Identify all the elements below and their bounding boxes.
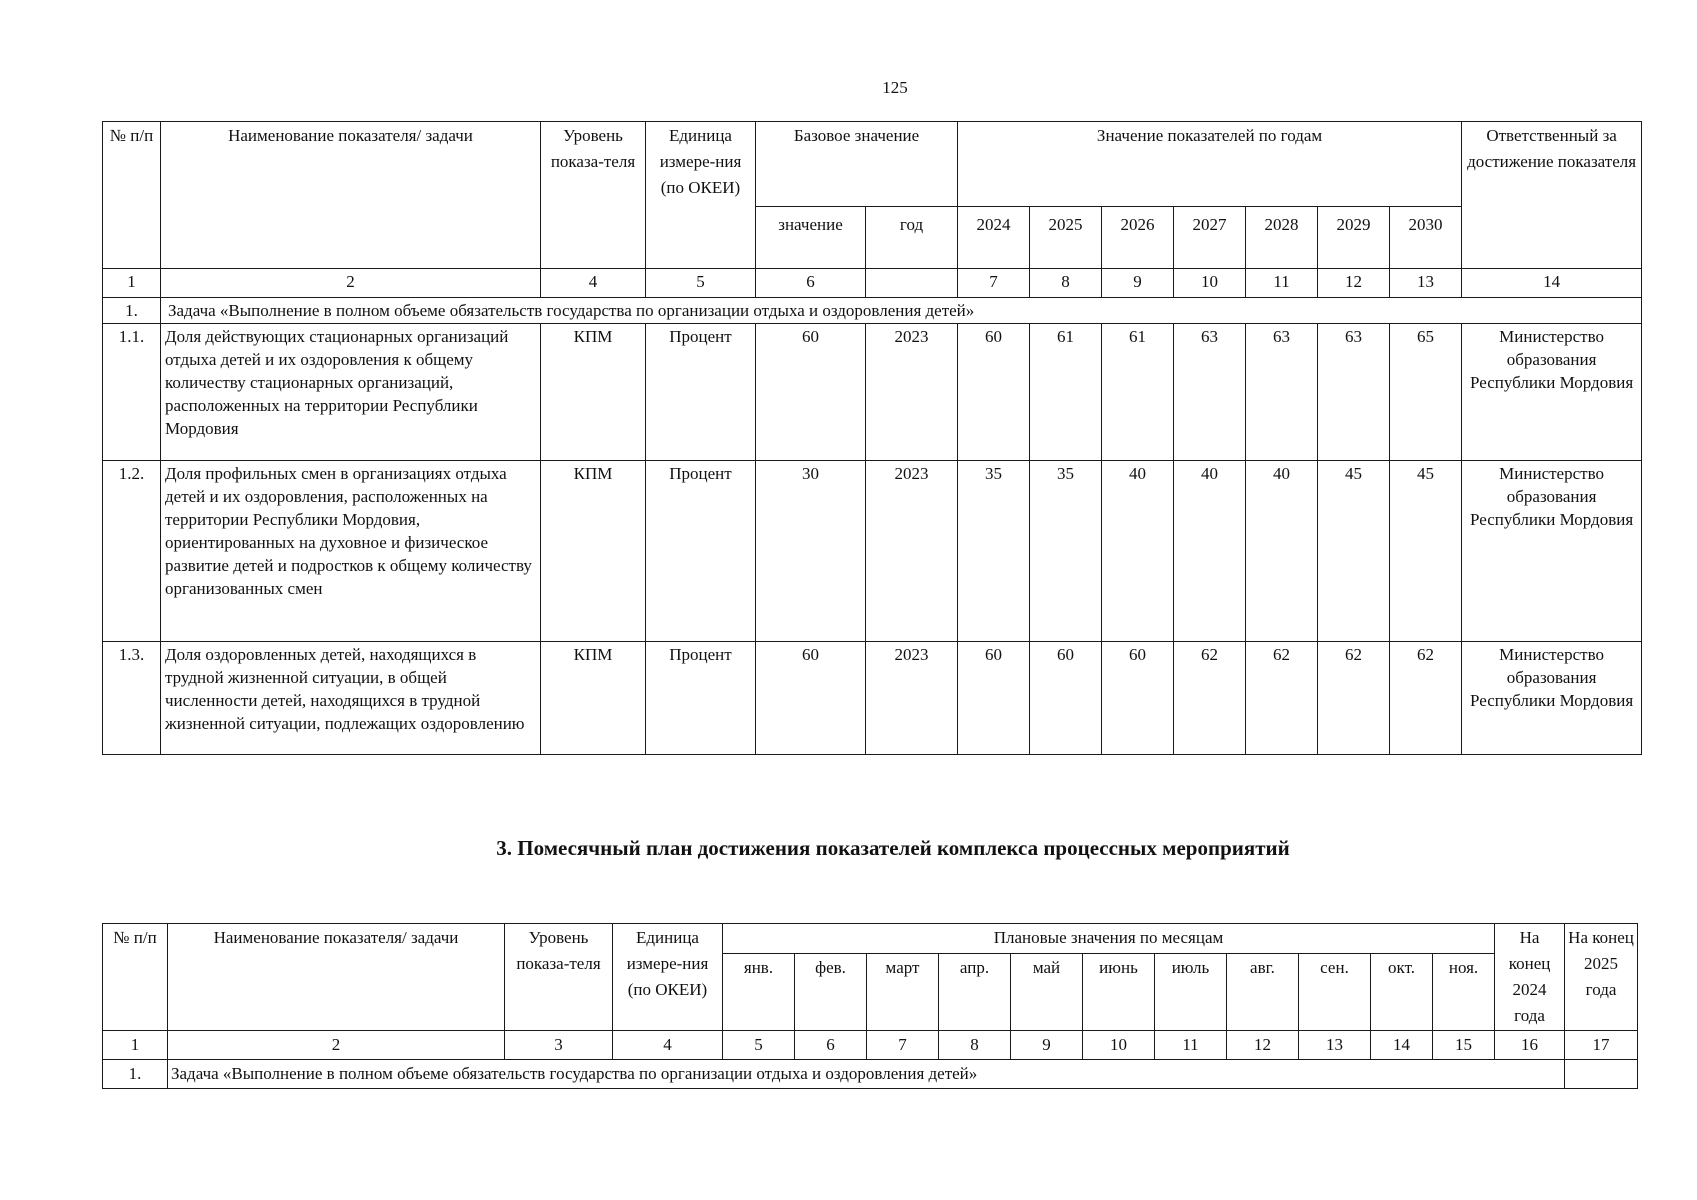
col-number: 6 (756, 269, 866, 298)
header-responsible: Ответственный за достижение показателя (1462, 122, 1642, 269)
col-number: 2 (161, 269, 541, 298)
row-value: 63 (1246, 324, 1318, 461)
header-year: 2028 (1246, 207, 1318, 269)
header-months-group: Плановые значения по месяцам (723, 924, 1495, 954)
row-value: 65 (1390, 324, 1462, 461)
col-number: 1 (103, 1031, 168, 1060)
empty-cell (1565, 1060, 1638, 1089)
monthly-plan-table (102, 923, 1638, 1089)
col-number: 12 (1227, 1031, 1299, 1060)
col-number: 16 (1495, 1031, 1565, 1060)
row-value: 60 (958, 324, 1030, 461)
row-responsible: Министерство образования Республики Мордовия (1462, 324, 1642, 461)
col-number: 13 (1299, 1031, 1371, 1060)
row-unit: Процент (646, 461, 756, 642)
task-title: Задача «Выполнение в полном объеме обязательств государства по организации отдыха и оздоровления детей» (161, 298, 1642, 324)
row-level: КПМ (541, 324, 646, 461)
row-value: 35 (958, 461, 1030, 642)
header-month: май (1011, 954, 1083, 1031)
col-number: 8 (939, 1031, 1011, 1060)
col-number: 10 (1083, 1031, 1155, 1060)
row-value: 35 (1030, 461, 1102, 642)
col-number: 11 (1246, 269, 1318, 298)
col-number: 6 (795, 1031, 867, 1060)
page-number: 125 (882, 78, 908, 97)
header-year: 2025 (1030, 207, 1102, 269)
col-number: 7 (958, 269, 1030, 298)
row-value: 62 (1318, 642, 1390, 755)
row-value: 63 (1318, 324, 1390, 461)
header-month: окт. (1371, 954, 1433, 1031)
header-year: 2026 (1102, 207, 1174, 269)
row-base-year: 2023 (866, 461, 958, 642)
row-responsible: Министерство образования Республики Мордовия (1462, 642, 1642, 755)
row-value: 62 (1390, 642, 1462, 755)
task-num: 1. (103, 298, 161, 324)
table-row (103, 461, 1642, 642)
header-year: 2029 (1318, 207, 1390, 269)
header-month: ноя. (1433, 954, 1495, 1031)
header-month: июль (1155, 954, 1227, 1031)
header-end-2024: На конец 2024 года (1495, 924, 1565, 1031)
header-unit: Единица измере-ния (по ОКЕИ) (613, 924, 723, 1031)
col-number: 14 (1371, 1031, 1433, 1060)
col-number: 3 (505, 1031, 613, 1060)
header-year: 2027 (1174, 207, 1246, 269)
col-number: 8 (1030, 269, 1102, 298)
header-month: сен. (1299, 954, 1371, 1031)
row-value: 40 (1246, 461, 1318, 642)
header-base: Базовое значение (756, 122, 958, 207)
row-name: Доля оздоровленных детей, находящихся в трудной жизненной ситуации, в общей численности детей, находящихся в трудной жизненной ситуации, подлежащих оздоровлению (161, 642, 541, 755)
col-number: 12 (1318, 269, 1390, 298)
header-base-value: значение (756, 207, 866, 269)
header-year: 2024 (958, 207, 1030, 269)
row-num: 1.2. (103, 461, 161, 642)
row-value: 45 (1318, 461, 1390, 642)
row-value: 62 (1174, 642, 1246, 755)
indicators-table (102, 121, 1642, 755)
col-number: 14 (1462, 269, 1642, 298)
header-unit: Единица измере-ния (по ОКЕИ) (646, 122, 756, 269)
col-number: 10 (1174, 269, 1246, 298)
row-value: 60 (1030, 642, 1102, 755)
col-number: 4 (541, 269, 646, 298)
row-base-value: 60 (756, 642, 866, 755)
header-name: Наименование показателя/ задачи (168, 924, 505, 1031)
header-month: июнь (1083, 954, 1155, 1031)
col-number: 4 (613, 1031, 723, 1060)
col-number: 5 (723, 1031, 795, 1060)
section-title: 3. Помесячный план достижения показателей комплекса процессных мероприятий (496, 836, 1290, 860)
task-num: 1. (103, 1060, 168, 1089)
header-month: апр. (939, 954, 1011, 1031)
row-value: 61 (1102, 324, 1174, 461)
col-number: 9 (1011, 1031, 1083, 1060)
row-value: 61 (1030, 324, 1102, 461)
row-num: 1.1. (103, 324, 161, 461)
header-month: янв. (723, 954, 795, 1031)
row-base-year: 2023 (866, 324, 958, 461)
col-number (866, 269, 958, 298)
row-num: 1.3. (103, 642, 161, 755)
col-number: 11 (1155, 1031, 1227, 1060)
col-number: 5 (646, 269, 756, 298)
col-number: 9 (1102, 269, 1174, 298)
table-row (103, 324, 1642, 461)
table-row (103, 642, 1642, 755)
row-unit: Процент (646, 642, 756, 755)
task-title: Задача «Выполнение в полном объеме обязательств государства по организации отдыха и оздоровления детей» (168, 1060, 1565, 1089)
header-level: Уровень показа-теля (541, 122, 646, 269)
header-num: № п/п (103, 924, 168, 1031)
row-value: 40 (1102, 461, 1174, 642)
col-number: 17 (1565, 1031, 1638, 1060)
col-number: 7 (867, 1031, 939, 1060)
row-base-value: 30 (756, 461, 866, 642)
header-years-group: Значение показателей по годам (958, 122, 1462, 207)
header-end-2025: На конец 2025 года (1565, 924, 1638, 1031)
row-level: КПМ (541, 461, 646, 642)
row-value: 40 (1174, 461, 1246, 642)
row-value: 62 (1246, 642, 1318, 755)
header-level: Уровень показа-теля (505, 924, 613, 1031)
row-base-year: 2023 (866, 642, 958, 755)
header-month: март (867, 954, 939, 1031)
col-number: 2 (168, 1031, 505, 1060)
col-number: 1 (103, 269, 161, 298)
col-number: 15 (1433, 1031, 1495, 1060)
row-name: Доля действующих стационарных организаций отдыха детей и их оздоровления к общему количеству стационарных организаций, расположенных на территории Республики Мордовия (161, 324, 541, 461)
header-num: № п/п (103, 122, 161, 269)
row-value: 60 (1102, 642, 1174, 755)
row-value: 60 (958, 642, 1030, 755)
col-number: 13 (1390, 269, 1462, 298)
row-value: 45 (1390, 461, 1462, 642)
header-month: фев. (795, 954, 867, 1031)
row-unit: Процент (646, 324, 756, 461)
row-value: 63 (1174, 324, 1246, 461)
row-name: Доля профильных смен в организациях отдыха детей и их оздоровления, расположенных на территории Республики Мордовия, ориентированных на духовное и физическое развитие детей и подростков к общему количеству организованных смен (161, 461, 541, 642)
header-name: Наименование показателя/ задачи (161, 122, 541, 269)
row-responsible: Министерство образования Республики Мордовия (1462, 461, 1642, 642)
header-month: авг. (1227, 954, 1299, 1031)
row-base-value: 60 (756, 324, 866, 461)
row-level: КПМ (541, 642, 646, 755)
header-year: 2030 (1390, 207, 1462, 269)
header-base-year: год (866, 207, 958, 269)
